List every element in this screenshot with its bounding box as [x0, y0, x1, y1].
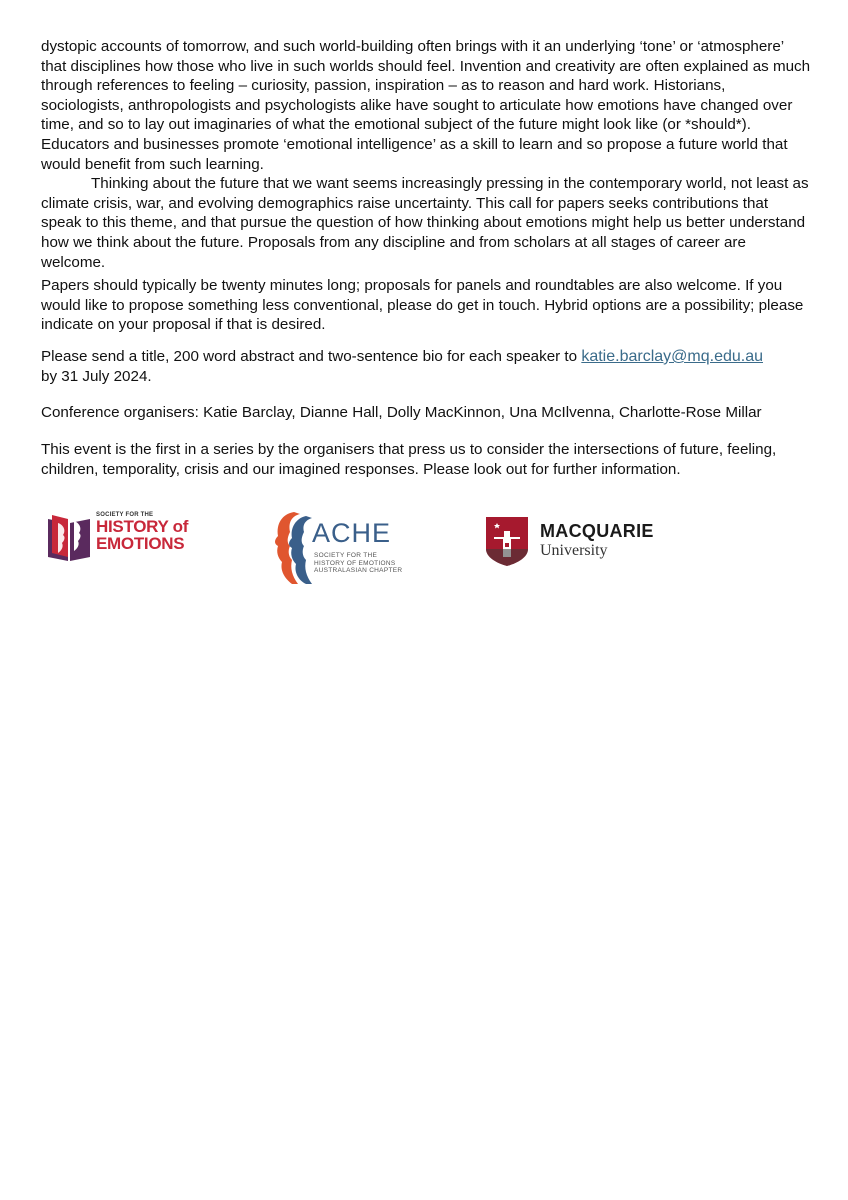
paragraph-submission	[41, 347, 811, 386]
she-book-icon	[44, 511, 94, 563]
series-text: This event is the first in a series by the organisers that press us to consider the intersections of future, feeling, children, temporality, crisis and our imagined responses. Please look out for further information.	[41, 441, 777, 478]
sponsor-logos	[0, 505, 848, 595]
ache-sub-line3: AUSTRALASIAN CHAPTER	[314, 567, 403, 574]
ache-sub-line2: HISTORY OF EMOTIONS	[314, 559, 396, 567]
ache-logo	[272, 510, 412, 588]
paragraph-call-for-papers: Thinking about the future that we want seems increasingly pressing in the contemporary world, not least as climate crisis, war, and evolving demographics raise uncertainty. This call for papers seeks contributions that speak to this theme, and that pursue the question of how thinking about emotions might help us better understand how we think about the future. Proposals from any discipline and from scholars at all stages of career are welcome.	[41, 175, 809, 271]
ache-faces-icon	[272, 510, 316, 586]
paragraph-series	[41, 440, 811, 479]
she-small-text: SOCIETY FOR THE	[96, 512, 154, 518]
paragraph-context: dystopic accounts of tomorrow, and such world-building often brings with it an underlying ‘tone’ or ‘atmosphere’ that disciplines how those who live in such worlds should feel. Invention and creativity are often explained as much through references to feeling – curiosity, passion, inspiration – as to reason and hard work. Historians, sociologists, anthropologists and psychologists alike have sought to articulate how emotions have changed over time, and so to lay out imaginaries of what the emotional subject of the future might look like (or *should*). Educators and businesses promote ‘emotional intelligence’ as a skill to learn and so propose a future world that would benefit from such learning.	[41, 38, 811, 173]
paragraph-format-text: Papers should typically be twenty minutes long; proposals for panels and roundtables are also welcome. If you would like to propose something less conventional, please do get in touch. Hybrid options are a possibility; please indicate on your proposal if that is desired.	[41, 277, 804, 334]
ache-sub-line1: SOCIETY FOR THE	[314, 552, 378, 559]
macquarie-logo	[484, 515, 664, 571]
macquarie-title: MACQUARIE	[540, 521, 654, 541]
paragraph-organisers	[41, 403, 811, 423]
ache-subtitle	[314, 552, 402, 575]
she-logo	[44, 509, 214, 565]
she-line2: EMOTIONS	[96, 534, 185, 553]
macquarie-crest-icon	[484, 515, 530, 567]
she-line1: HISTORY of	[96, 517, 189, 536]
macquarie-subtitle: University	[540, 542, 608, 559]
deadline-text: by 31 July 2024.	[41, 367, 152, 385]
submission-text: Please send a title, 200 word abstract and two-sentence bio for each speaker to	[41, 348, 582, 365]
paragraph-format	[41, 276, 811, 335]
ache-title: ACHE	[312, 518, 392, 548]
email-link[interactable]: katie.barclay@mq.edu.au	[581, 348, 763, 365]
organisers-text: Conference organisers: Katie Barclay, Dianne Hall, Dolly MacKinnon, Una McIlvenna, Charlotte-Rose Millar	[41, 404, 762, 421]
body-text	[41, 37, 811, 272]
